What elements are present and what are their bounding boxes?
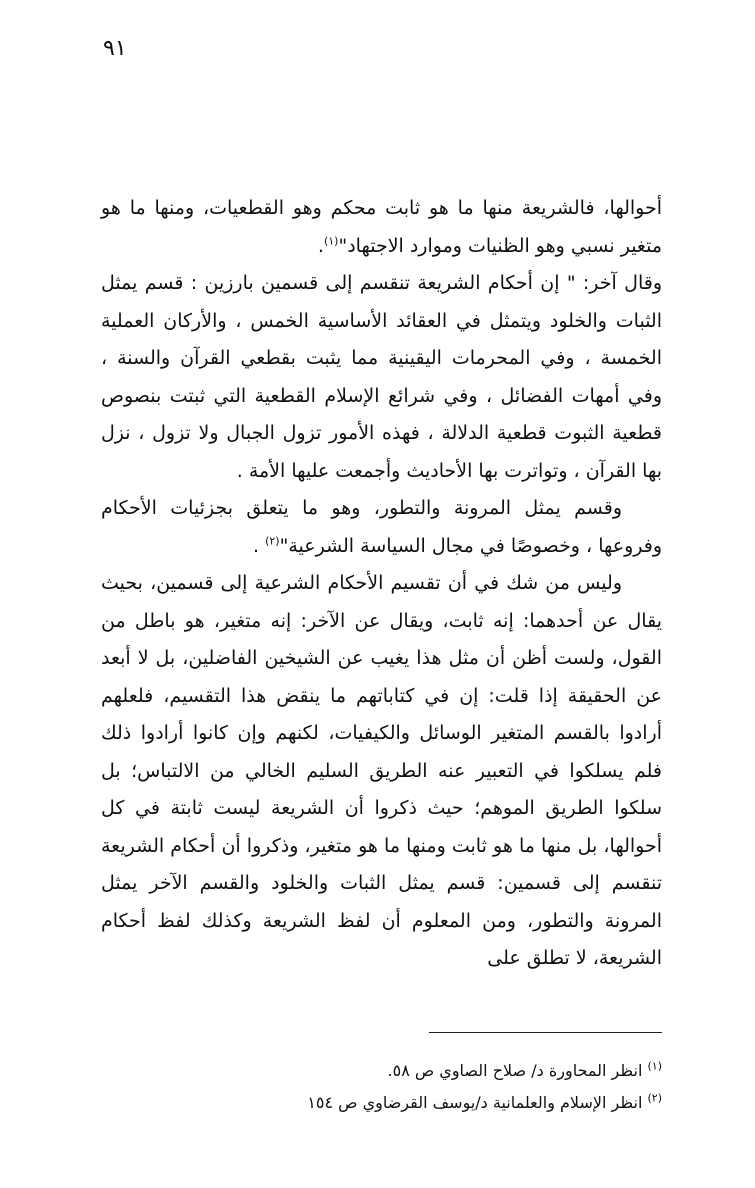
paragraph-1	[101, 190, 662, 265]
body-text	[101, 190, 662, 978]
paragraph-text: وقسم يمثل المرونة والتطور، وهو ما يتعلق بجزئيات الأحكام وفروعها ، وخصوصًا في مجال السياسة الشرعية"	[101, 497, 662, 557]
paragraph-end: .	[317, 234, 324, 257]
footnote-divider	[429, 1032, 662, 1033]
paragraph-2	[101, 265, 662, 490]
footnote-2	[101, 1087, 662, 1119]
paragraph-3	[101, 490, 662, 565]
paragraph-text: أحوالها، فالشريعة منها ما هو ثابت محكم وهو القطعيات، ومنها ما هو متغير نسبي وهو الظنيات وموارد الاجتهاد"	[101, 197, 662, 257]
footnote-ref-1[interactable]: (١)	[323, 234, 339, 248]
footnote-marker: (٢)	[647, 1091, 662, 1105]
footnote-marker: (١)	[647, 1059, 662, 1073]
footnote-text: انظر المحاورة د/ صلاح الصاوي ص ٥٨.	[387, 1061, 648, 1080]
footnote-text: انظر الإسلام والعلمانية د/يوسف القرضاوي ص ١٥٤	[307, 1093, 648, 1112]
footnote-1	[101, 1055, 662, 1087]
page-number: ٩١	[103, 36, 127, 61]
paragraph-text: وقال آخر: " إن أحكام الشريعة تنقسم إلى قسمين بارزين : قسم يمثل الثبات والخلود ويتمثل في العقائد الأساسية الخمس ، والأركان العملية الخمسة ، وفي المحرمات اليقينية مما يثبت بقطعي القرآن والسنة ، وفي أمهات الفضائل ، وفي شرائع الإسلام القطعية التي ثبتت بنصوص قطعية الثبوت قطعية الدلالة ، فهذه الأمور تزول الجبال ولا تزول ، نزل بها القرآن ، وتواترت بها الأحاديث وأجمعت عليها الأمة .	[101, 272, 662, 482]
paragraph-text: وليس من شك في أن تقسيم الأحكام الشرعية إلى قسمين، بحيث يقال عن أحدهما: إنه ثابت، ويقال عن الآخر: إنه متغير، هو باطل من القول، ولست أظن أن مثل هذا يغيب عن الشيخين الفاضلين، بل لا أبعد عن الحقيقة إذا قلت: إن في كتاباتهم ما ينقض هذا التقسيم، فلعلهم أرادوا بالقسم المتغير الوسائل والكيفيات، لكنهم وإن كانوا أرادوا ذلك فلم يسلكوا في التعبير عنه الطريق السليم الخالي من الالتباس؛ بل سلكوا الطريق الموهم؛ حيث ذكروا أن الشريعة ليست ثابتة في كل أحوالها، بل منها ما هو ثابت ومنها ما هو متغير، وذكروا أن أحكام الشريعة تنقسم إلى قسمين: قسم يمثل الثبات والخلود والقسم الآخر يمثل المرونة والتطور، ومن المعلوم أن لفظ الشريعة وكذلك لفظ أحكام الشريعة، لا تطلق على	[101, 572, 662, 969]
footnote-ref-2[interactable]: (٢)	[265, 534, 280, 548]
paragraph-end: .	[252, 534, 266, 557]
footnotes	[101, 1055, 662, 1119]
paragraph-4	[101, 565, 662, 978]
